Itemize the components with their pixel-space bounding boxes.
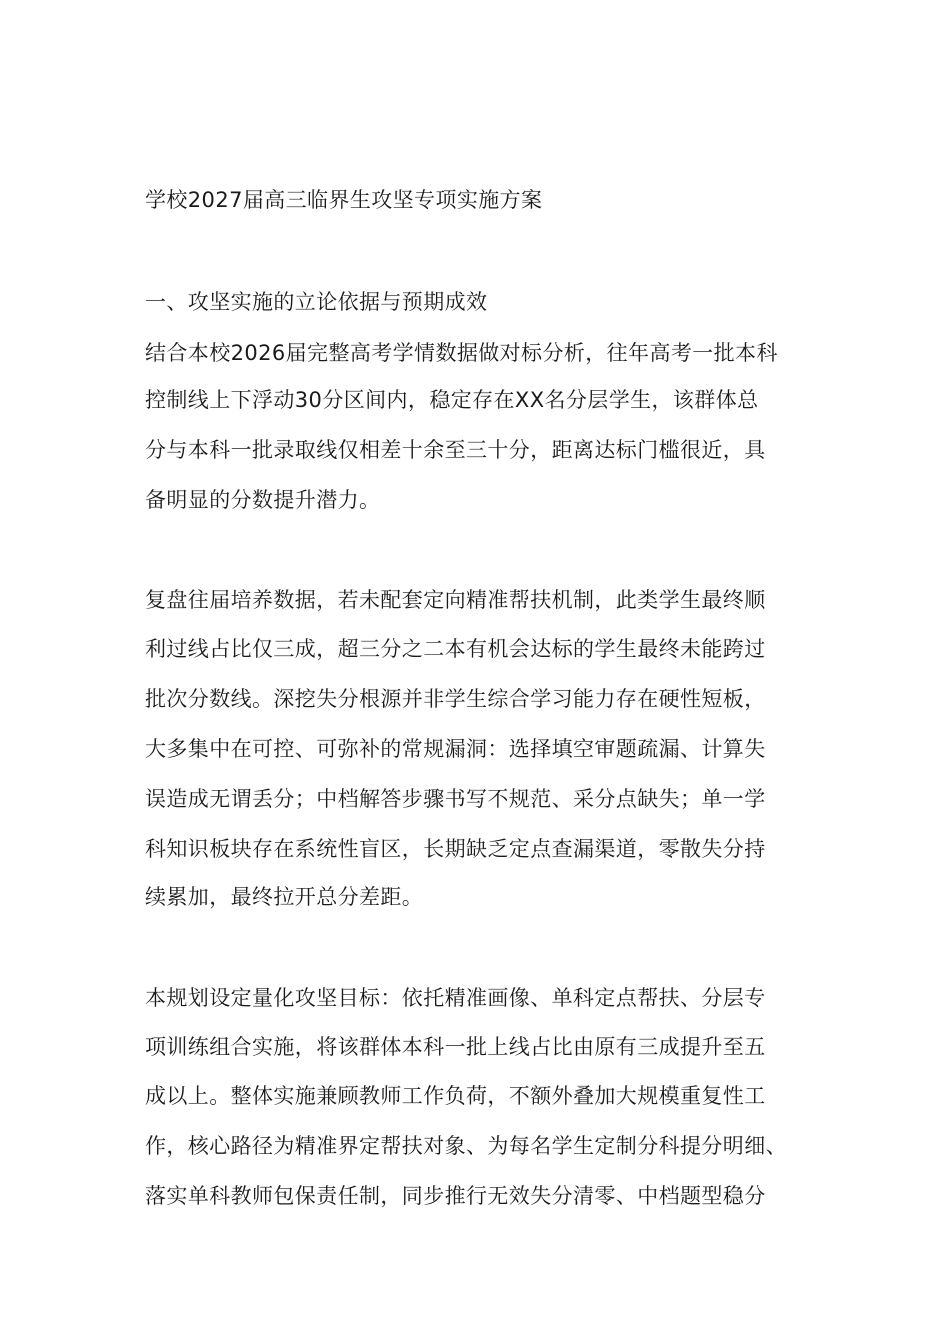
paragraph-line: 项训练组合实施，将该群体本科一批上线占比由原有三成提升至五 bbox=[145, 1035, 766, 1059]
paragraph-line: 科知识板块存在系统性盲区，长期缺乏定点查漏渠道，零散失分持 bbox=[145, 837, 766, 861]
paragraph-line: 大多集中在可控、可弥补的常规漏洞：选择填空审题疏漏、计算失 bbox=[145, 737, 766, 761]
paragraph-line: 备明显的分数提升潜力。 bbox=[145, 488, 381, 512]
paragraph-line: 续累加，最终拉开总分差距。 bbox=[145, 885, 424, 909]
paragraph-line: 批次分数线。深挖失分根源并非学生综合学习能力存在硬性短板， bbox=[145, 687, 766, 711]
paragraph-line: 作，核心路径为精准界定帮扶对象、为每名学生定制分科提分明细、 bbox=[145, 1134, 787, 1158]
paragraph-line: 成以上。整体实施兼顾教师工作负荷，不额外叠加大规模重复性工 bbox=[145, 1084, 766, 1108]
paragraph-line: 分与本科一批录取线仅相差十余至三十分，距离达标门槛很近，具 bbox=[145, 438, 766, 462]
document-title: 学校2027届高三临界生攻坚专项实施方案 bbox=[145, 188, 543, 212]
paragraph-line: 复盘往届培养数据，若未配套定向精准帮扶机制，此类学生最终顺 bbox=[145, 588, 766, 612]
paragraph-line: 利过线占比仅三成，超三分之二本有机会达标的学生最终未能跨过 bbox=[145, 637, 766, 661]
section-heading: 一、攻坚实施的立论依据与预期成效 bbox=[145, 290, 488, 314]
paragraph-line: 控制线上下浮动30分区间内，稳定存在XX名分层学生，该群体总 bbox=[145, 388, 759, 412]
paragraph-line: 结合本校2026届完整高考学情数据做对标分析，往年高考一批本科 bbox=[145, 341, 778, 365]
paragraph-line: 本规划设定量化攻坚目标：依托精准画像、单科定点帮扶、分层专 bbox=[145, 986, 766, 1010]
paragraph-line: 落实单科教师包保责任制，同步推行无效失分清零、中档题型稳分 bbox=[145, 1184, 766, 1208]
paragraph-line: 误造成无谓丢分；中档解答步骤书写不规范、采分点缺失；单一学 bbox=[145, 787, 766, 811]
